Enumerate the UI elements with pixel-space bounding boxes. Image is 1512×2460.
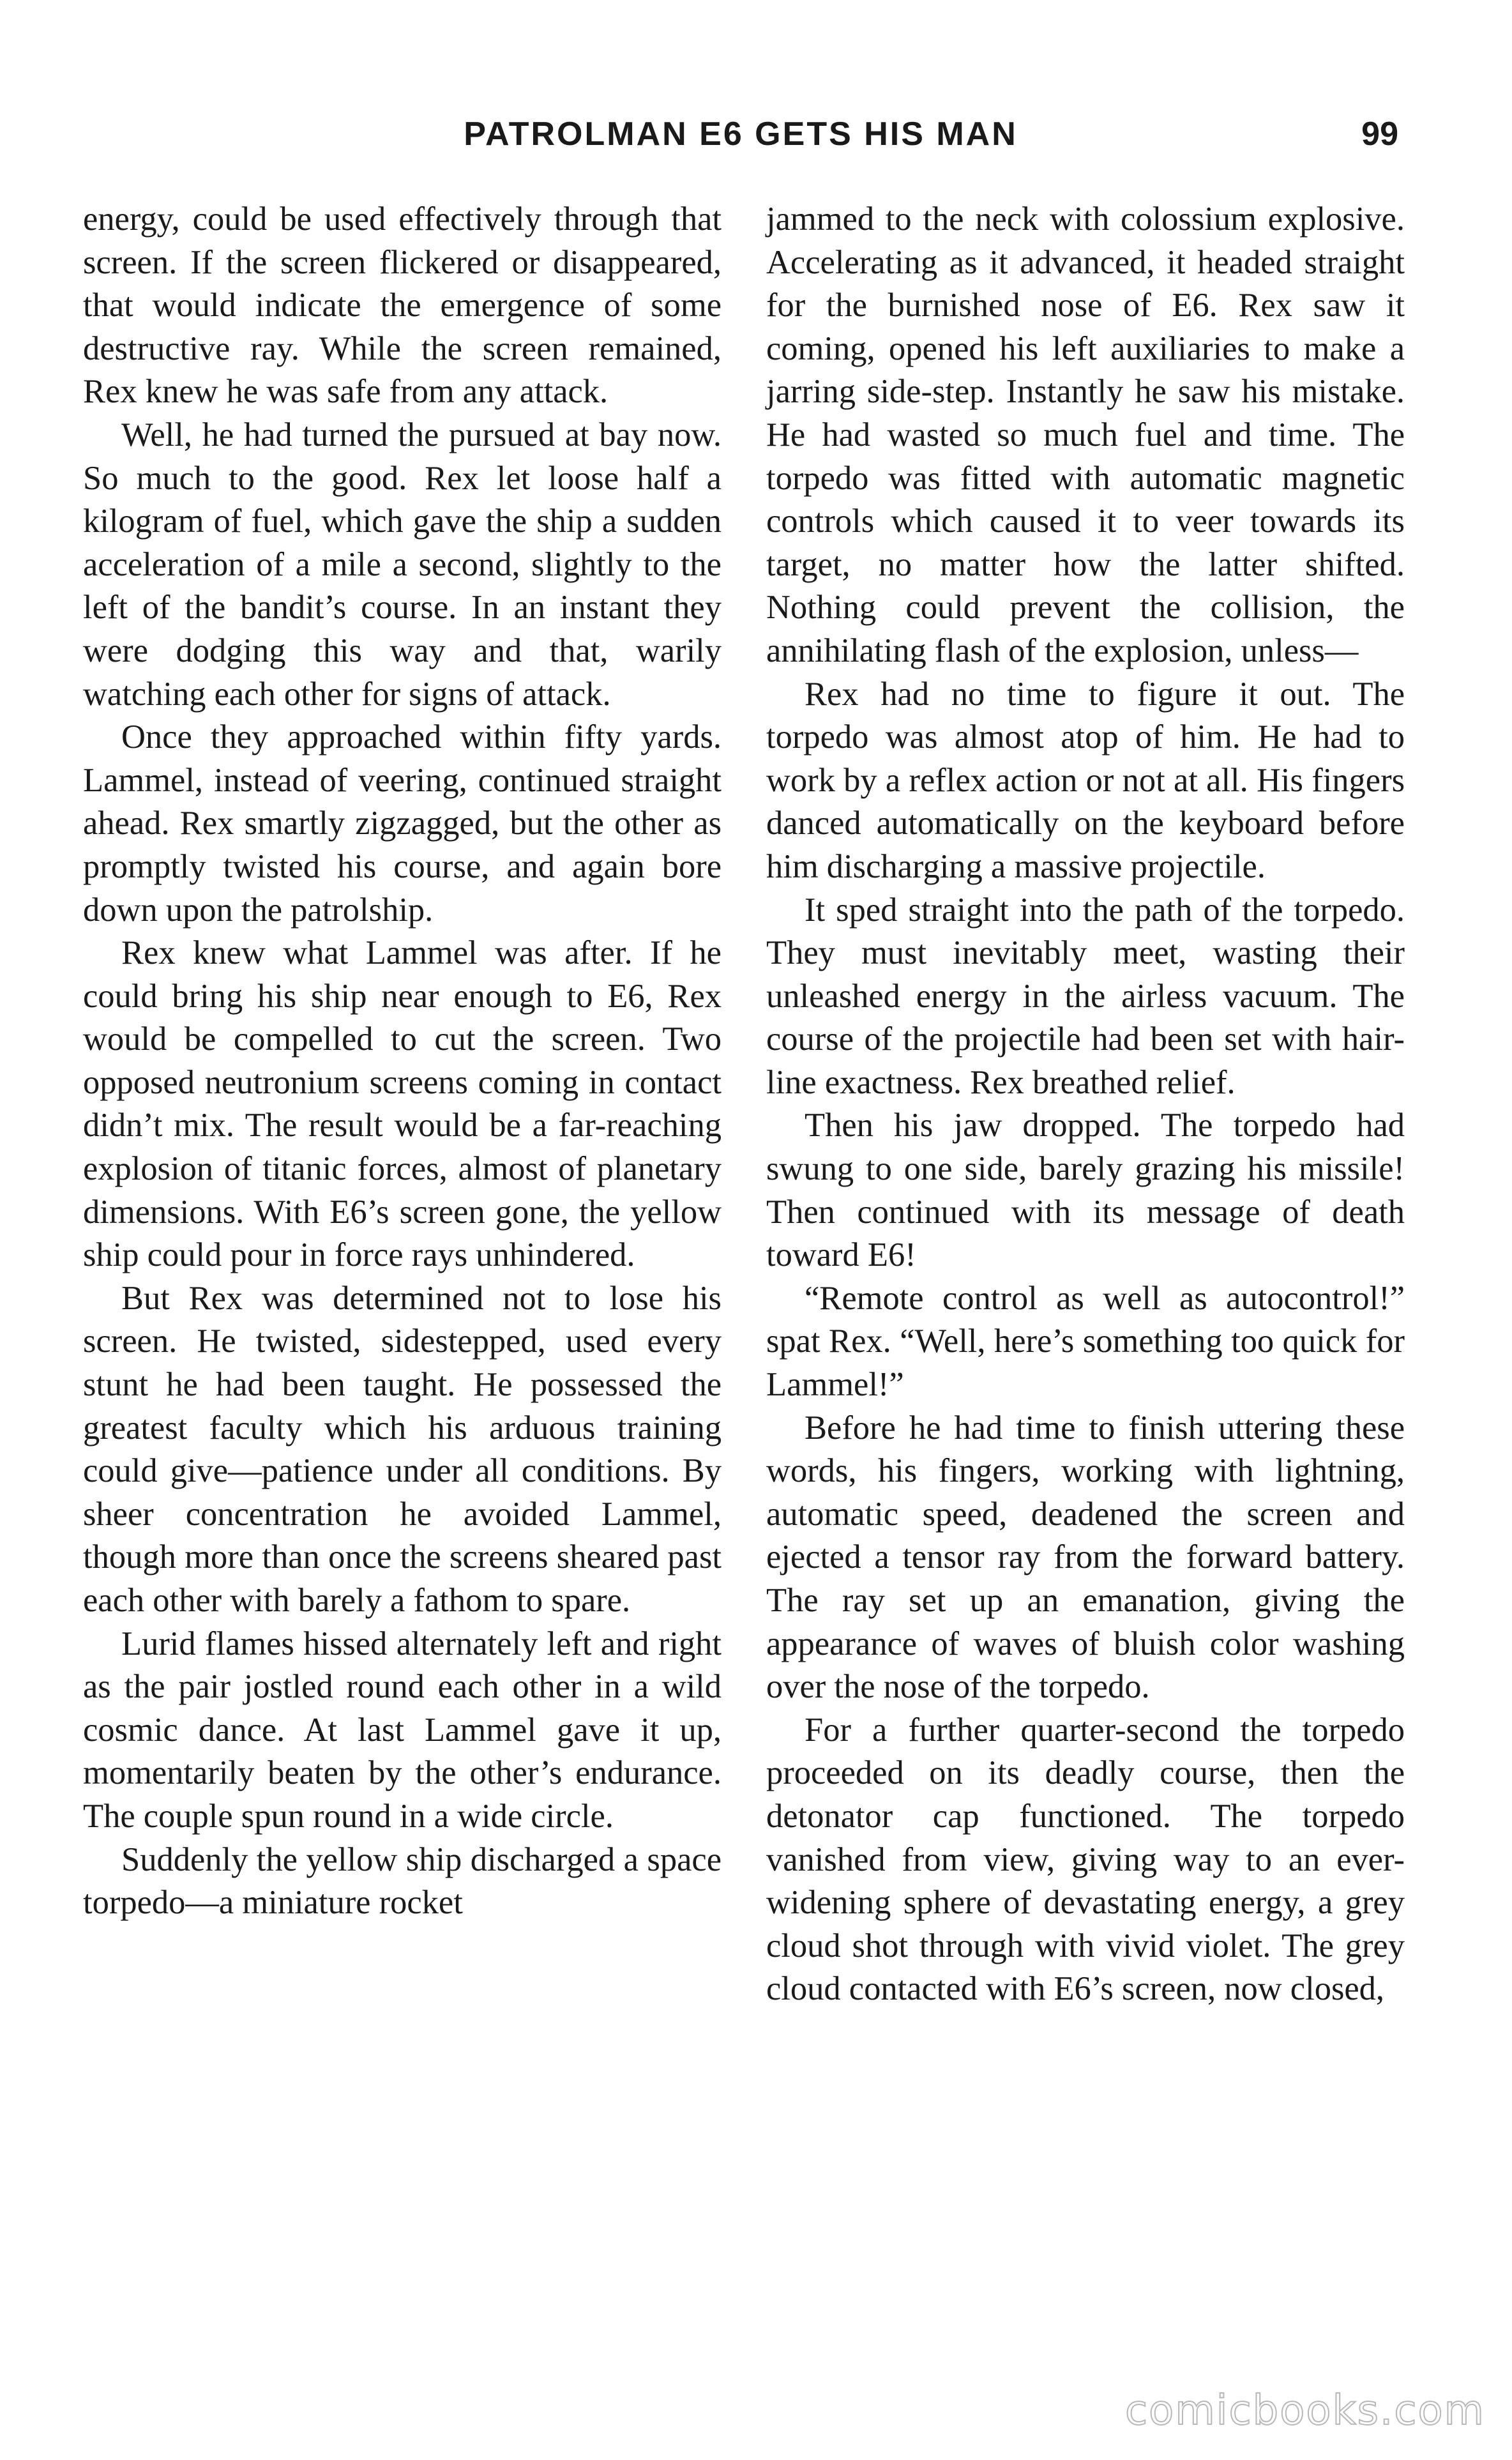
paragraph: For a further quarter-second the torpedo proceeded on its deadly course, then the detonator cap functioned. The torpedo vanished from view, giving way to an ever-widening sphere of devastating energy, a grey cloud shot through with vivid violet. The grey cloud contacted with E6’s screen, now closed, — [766, 1711, 1405, 2008]
paragraph: jammed to the neck with colossium explosive. Accelerating as it advanced, it headed straight for the burnished nose of E6. Rex saw it coming, opened his left auxiliaries to make a jarring side-step. Instantly he saw his mistake. He had wasted so much fuel and time. The torpedo was fitted with automatic magnetic controls which caused it to veer towards its target, no matter how the latter shifted. Nothing could prevent the collision, the annihilating flash of the explosion, unless— — [766, 201, 1405, 669]
running-title: PATROLMAN E6 GETS HIS MAN — [464, 116, 1018, 153]
page-header — [83, 115, 1398, 166]
paragraph: Then his jaw dropped. The torpedo had swung to one side, barely grazing his missile! Then continued with its message of death toward E6! — [766, 1107, 1405, 1274]
page-number: 99 — [1361, 116, 1398, 153]
paragraph: “Remote control as well as autocontrol!” spat Rex. “Well, here’s something too quick for Lammel!” — [766, 1279, 1405, 1404]
watermark: comicbooks.com — [1124, 2387, 1485, 2434]
paragraph: Rex had no time to figure it out. The torpedo was almost atop of him. He had to work by a reflex action or not at all. His fingers danced automatically on the keyboard before him discharging a massive projectile. — [766, 675, 1405, 885]
paragraph: Once they approached within fifty yards. Lammel, instead of veering, continued straight ahead. Rex smartly zigzagged, but the other as promptly twisted his course, and again bore down upon the patrolship. — [83, 718, 722, 929]
paragraph: Rex knew what Lammel was after. If he could bring his ship near enough to E6, Rex would be compelled to cut the screen. Two opposed neutronium screens coming in contact didn’t mix. The result would be a far-reaching explosion of titanic forces, almost of planetary dimensions. With E6’s screen gone, the yellow ship could pour in force rays unhindered. — [83, 934, 722, 1274]
paragraph: energy, could be used effectively through that screen. If the screen flickered or disappeared, that would indicate the emergence of some destructive ray. While the screen remained, Rex knew he was safe from any attack. — [83, 201, 722, 411]
paragraph: Before he had time to finish uttering these words, his fingers, working with lightning, automatic speed, deadened the screen and ejected a tensor ray from the forward battery. The ray set up an emanation, giving the appearance of waves of bluish color washing over the nose of the torpedo. — [766, 1409, 1405, 1706]
paragraph: Lurid flames hissed alternately left and right as the pair jostled round each other in a wild cosmic dance. At last Lammel gave it up, momentarily beaten by the other’s endurance. The couple spun round in a wide circle. — [83, 1625, 722, 1835]
right-column — [766, 198, 1405, 2011]
left-column — [83, 198, 722, 1925]
paragraph: But Rex was determined not to lose his screen. He twisted, sidestepped, used every stunt he had been taught. He possessed the greatest faculty which his arduous training could give—patience under all conditions. By sheer concentration he avoided Lammel, though more than once the screens sheared past each other with barely a fathom to spare. — [83, 1279, 722, 1619]
paragraph: Suddenly the yellow ship discharged a space torpedo—a miniature rocket — [83, 1841, 722, 1922]
paragraph: Well, he had turned the pursued at bay now. So much to the good. Rex let loose half a kilogram of fuel, which gave the ship a sudden acceleration of a mile a second, slightly to the left of the bandit’s course. In an instant they were dodging this way and that, warily watching each other for signs of attack. — [83, 416, 722, 713]
paragraph: It sped straight into the path of the torpedo. They must inevitably meet, wasting their unleashed energy in the airless vacuum. The course of the projectile had been set with hair-line exactness. Rex breathed relief. — [766, 891, 1405, 1101]
